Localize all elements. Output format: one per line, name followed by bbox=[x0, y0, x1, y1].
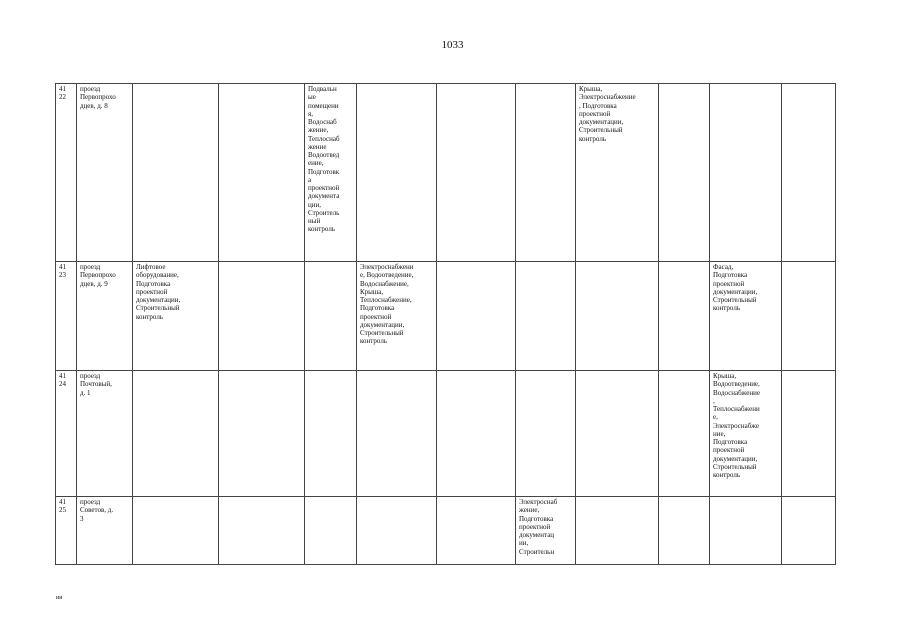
works-cell bbox=[516, 371, 576, 497]
works-cell bbox=[219, 497, 305, 565]
works-cell bbox=[133, 371, 219, 497]
works-cell bbox=[133, 84, 219, 262]
works-cell bbox=[782, 262, 836, 371]
works-cell bbox=[305, 497, 357, 565]
works-cell bbox=[357, 371, 437, 497]
works-cell bbox=[305, 371, 357, 497]
works-cell bbox=[782, 84, 836, 262]
works-schedule-table bbox=[55, 83, 836, 565]
works-cell: Крыша, Электроснабжение , Подготовка проектной документации, Строительный контроль bbox=[576, 84, 659, 262]
works-cell bbox=[710, 497, 782, 565]
works-cell bbox=[782, 497, 836, 565]
works-cell bbox=[576, 371, 659, 497]
works-cell bbox=[710, 84, 782, 262]
works-cell bbox=[437, 371, 516, 497]
works-cell bbox=[219, 371, 305, 497]
works-cell bbox=[357, 84, 437, 262]
row-number-cell: 41 22 bbox=[56, 84, 77, 262]
works-cell: Лифтовое оборудование, Подготовка проектной документации, Строительный контроль bbox=[133, 262, 219, 371]
row-number-cell: 41 25 bbox=[56, 497, 77, 565]
works-cell bbox=[219, 84, 305, 262]
works-cell bbox=[219, 262, 305, 371]
works-cell bbox=[576, 262, 659, 371]
works-cell bbox=[357, 497, 437, 565]
works-cell bbox=[133, 497, 219, 565]
footer-mark: ии bbox=[56, 595, 63, 601]
works-cell bbox=[437, 84, 516, 262]
address-cell: проезд Советов, д. 3 bbox=[77, 497, 133, 565]
works-cell: Электроснаб жение, Подготовка проектной документац ии, Строительн bbox=[516, 497, 576, 565]
row-number-cell: 41 24 bbox=[56, 371, 77, 497]
works-cell bbox=[516, 84, 576, 262]
row-number-cell: 41 23 bbox=[56, 262, 77, 371]
works-cell bbox=[782, 371, 836, 497]
address-cell: проезд Почтовый, д. 1 bbox=[77, 371, 133, 497]
works-cell bbox=[305, 262, 357, 371]
works-cell: Фасад, Подготовка проектной документации, Строительный контроль bbox=[710, 262, 782, 371]
works-cell bbox=[437, 497, 516, 565]
works-cell bbox=[437, 262, 516, 371]
works-cell bbox=[659, 84, 710, 262]
table-row bbox=[56, 84, 836, 262]
table-row bbox=[56, 262, 836, 371]
works-cell: Крыша, Водоотведение, Водоснабжение , Теплоснабжени е, Электроснабже ние, Подготовка проектной документации, Строительный контроль bbox=[710, 371, 782, 497]
works-cell bbox=[659, 262, 710, 371]
table-row bbox=[56, 497, 836, 565]
works-cell: Подвальн ые помещени я, Водоснаб жение, Теплоснаб жение Водоотвед ение, Подготовк а проектной документа ции, Строитель ный контроль bbox=[305, 84, 357, 262]
address-cell: проезд Первопрохо дцев, д. 9 bbox=[77, 262, 133, 371]
page-number: 1033 bbox=[441, 39, 464, 51]
works-cell: Электроснабжени е, Водоотведение, Водоснабжение, Крыша, Теплоснабжение, Подготовка проектной документации, Строительный контроль bbox=[357, 262, 437, 371]
address-cell: проезд Первопрохо дцев, д. 8 bbox=[77, 84, 133, 262]
works-cell bbox=[516, 262, 576, 371]
works-cell bbox=[659, 371, 710, 497]
table-row bbox=[56, 371, 836, 497]
works-cell bbox=[659, 497, 710, 565]
works-cell bbox=[576, 497, 659, 565]
